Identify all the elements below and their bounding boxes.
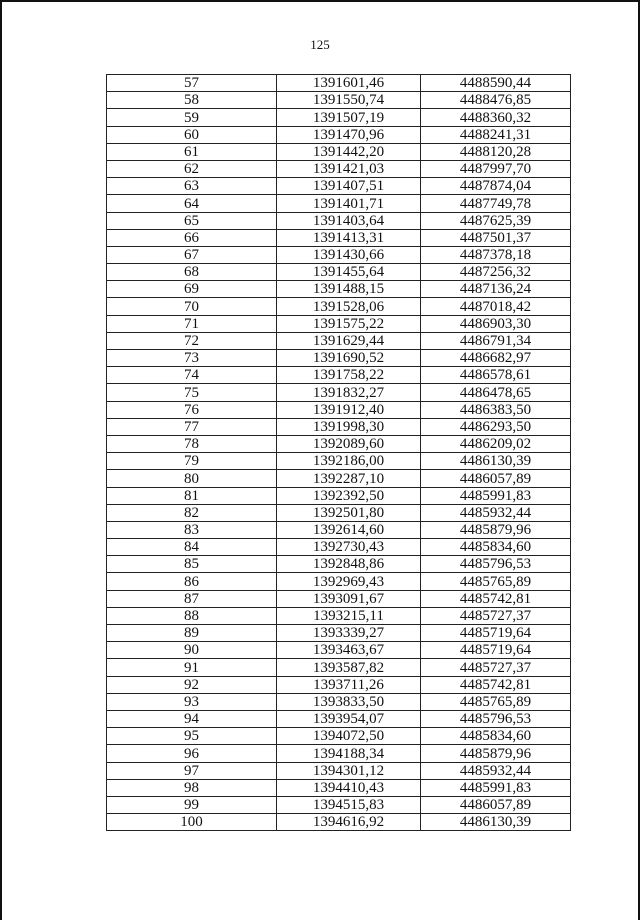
y-coordinate-cell: 4488590,44 <box>421 75 571 92</box>
x-coordinate-cell: 1392848,86 <box>277 556 421 573</box>
y-coordinate-cell: 4485879,96 <box>421 745 571 762</box>
x-coordinate-cell: 1391407,51 <box>277 178 421 195</box>
y-coordinate-cell: 4485796,53 <box>421 556 571 573</box>
y-coordinate-cell: 4485879,96 <box>421 521 571 538</box>
y-coordinate-cell: 4485834,60 <box>421 728 571 745</box>
table-row <box>107 195 571 212</box>
y-coordinate-cell: 4485932,44 <box>421 762 571 779</box>
point-number-cell: 81 <box>107 487 277 504</box>
y-coordinate-cell: 4485742,81 <box>421 590 571 607</box>
x-coordinate-cell: 1392730,43 <box>277 539 421 556</box>
coordinates-table-body <box>107 75 571 831</box>
point-number-cell: 94 <box>107 710 277 727</box>
point-number-cell: 96 <box>107 745 277 762</box>
y-coordinate-cell: 4487378,18 <box>421 246 571 263</box>
x-coordinate-cell: 1391601,46 <box>277 75 421 92</box>
table-row <box>107 504 571 521</box>
x-coordinate-cell: 1391550,74 <box>277 92 421 109</box>
table-row <box>107 143 571 160</box>
table-row <box>107 367 571 384</box>
point-number-cell: 83 <box>107 521 277 538</box>
x-coordinate-cell: 1391507,19 <box>277 109 421 126</box>
table-row <box>107 212 571 229</box>
point-number-cell: 97 <box>107 762 277 779</box>
y-coordinate-cell: 4485742,81 <box>421 676 571 693</box>
table-row <box>107 229 571 246</box>
x-coordinate-cell: 1393954,07 <box>277 710 421 727</box>
x-coordinate-cell: 1391401,71 <box>277 195 421 212</box>
x-coordinate-cell: 1391912,40 <box>277 401 421 418</box>
y-coordinate-cell: 4488476,85 <box>421 92 571 109</box>
y-coordinate-cell: 4485765,89 <box>421 573 571 590</box>
point-number-cell: 65 <box>107 212 277 229</box>
table-row <box>107 281 571 298</box>
table-row <box>107 384 571 401</box>
x-coordinate-cell: 1391430,66 <box>277 246 421 263</box>
point-number-cell: 89 <box>107 625 277 642</box>
point-number-cell: 64 <box>107 195 277 212</box>
page-number: 125 <box>310 37 330 52</box>
x-coordinate-cell: 1392614,60 <box>277 521 421 538</box>
x-coordinate-cell: 1391998,30 <box>277 418 421 435</box>
y-coordinate-cell: 4485991,83 <box>421 779 571 796</box>
y-coordinate-cell: 4485834,60 <box>421 539 571 556</box>
table-row <box>107 659 571 676</box>
table-row <box>107 693 571 710</box>
y-coordinate-cell: 4485719,64 <box>421 642 571 659</box>
x-coordinate-cell: 1392501,80 <box>277 504 421 521</box>
y-coordinate-cell: 4487018,42 <box>421 298 571 315</box>
x-coordinate-cell: 1391403,64 <box>277 212 421 229</box>
x-coordinate-cell: 1393833,50 <box>277 693 421 710</box>
point-number-cell: 71 <box>107 315 277 332</box>
page-border-top <box>0 0 640 2</box>
x-coordinate-cell: 1391690,52 <box>277 350 421 367</box>
table-row <box>107 487 571 504</box>
y-coordinate-cell: 4485727,37 <box>421 607 571 624</box>
y-coordinate-cell: 4485796,53 <box>421 710 571 727</box>
table-row <box>107 315 571 332</box>
point-number-cell: 79 <box>107 453 277 470</box>
point-number-cell: 99 <box>107 796 277 813</box>
x-coordinate-cell: 1392392,50 <box>277 487 421 504</box>
point-number-cell: 87 <box>107 590 277 607</box>
point-number-cell: 76 <box>107 401 277 418</box>
x-coordinate-cell: 1391629,44 <box>277 332 421 349</box>
point-number-cell: 82 <box>107 504 277 521</box>
x-coordinate-cell: 1392969,43 <box>277 573 421 590</box>
y-coordinate-cell: 4486130,39 <box>421 453 571 470</box>
table-row <box>107 418 571 435</box>
point-number-cell: 85 <box>107 556 277 573</box>
x-coordinate-cell: 1392186,00 <box>277 453 421 470</box>
x-coordinate-cell: 1394188,34 <box>277 745 421 762</box>
table-row <box>107 779 571 796</box>
x-coordinate-cell: 1394410,43 <box>277 779 421 796</box>
x-coordinate-cell: 1394301,12 <box>277 762 421 779</box>
x-coordinate-cell: 1391575,22 <box>277 315 421 332</box>
point-number-cell: 58 <box>107 92 277 109</box>
table-row <box>107 573 571 590</box>
table-row <box>107 762 571 779</box>
y-coordinate-cell: 4486209,02 <box>421 435 571 452</box>
table-row <box>107 521 571 538</box>
y-coordinate-cell: 4487256,32 <box>421 264 571 281</box>
x-coordinate-cell: 1391832,27 <box>277 384 421 401</box>
point-number-cell: 74 <box>107 367 277 384</box>
table-row <box>107 126 571 143</box>
point-number-cell: 91 <box>107 659 277 676</box>
point-number-cell: 84 <box>107 539 277 556</box>
x-coordinate-cell: 1393091,67 <box>277 590 421 607</box>
point-number-cell: 92 <box>107 676 277 693</box>
x-coordinate-cell: 1393215,11 <box>277 607 421 624</box>
x-coordinate-cell: 1391413,31 <box>277 229 421 246</box>
point-number-cell: 80 <box>107 470 277 487</box>
x-coordinate-cell: 1394515,83 <box>277 796 421 813</box>
point-number-cell: 78 <box>107 435 277 452</box>
table-row <box>107 453 571 470</box>
x-coordinate-cell: 1391421,03 <box>277 160 421 177</box>
table-row <box>107 814 571 831</box>
x-coordinate-cell: 1391455,64 <box>277 264 421 281</box>
y-coordinate-cell: 4486057,89 <box>421 796 571 813</box>
table-row <box>107 435 571 452</box>
y-coordinate-cell: 4486293,50 <box>421 418 571 435</box>
x-coordinate-cell: 1391488,15 <box>277 281 421 298</box>
table-row <box>107 92 571 109</box>
table-row <box>107 160 571 177</box>
y-coordinate-cell: 4486791,34 <box>421 332 571 349</box>
point-number-cell: 73 <box>107 350 277 367</box>
point-number-cell: 63 <box>107 178 277 195</box>
point-number-cell: 66 <box>107 229 277 246</box>
y-coordinate-cell: 4487997,70 <box>421 160 571 177</box>
table-row <box>107 642 571 659</box>
y-coordinate-cell: 4486130,39 <box>421 814 571 831</box>
y-coordinate-cell: 4487501,37 <box>421 229 571 246</box>
x-coordinate-cell: 1393339,27 <box>277 625 421 642</box>
point-number-cell: 60 <box>107 126 277 143</box>
point-number-cell: 100 <box>107 814 277 831</box>
table-row <box>107 607 571 624</box>
x-coordinate-cell: 1393587,82 <box>277 659 421 676</box>
y-coordinate-cell: 4486478,65 <box>421 384 571 401</box>
x-coordinate-cell: 1394072,50 <box>277 728 421 745</box>
y-coordinate-cell: 4487749,78 <box>421 195 571 212</box>
point-number-cell: 93 <box>107 693 277 710</box>
point-number-cell: 86 <box>107 573 277 590</box>
table-row <box>107 796 571 813</box>
point-number-cell: 98 <box>107 779 277 796</box>
x-coordinate-cell: 1394616,92 <box>277 814 421 831</box>
point-number-cell: 62 <box>107 160 277 177</box>
y-coordinate-cell: 4487625,39 <box>421 212 571 229</box>
y-coordinate-cell: 4486682,97 <box>421 350 571 367</box>
y-coordinate-cell: 4488360,32 <box>421 109 571 126</box>
x-coordinate-cell: 1393711,26 <box>277 676 421 693</box>
point-number-cell: 59 <box>107 109 277 126</box>
table-row <box>107 590 571 607</box>
y-coordinate-cell: 4485991,83 <box>421 487 571 504</box>
x-coordinate-cell: 1391528,06 <box>277 298 421 315</box>
x-coordinate-cell: 1391442,20 <box>277 143 421 160</box>
table-row <box>107 625 571 642</box>
table-row <box>107 745 571 762</box>
y-coordinate-cell: 4486057,89 <box>421 470 571 487</box>
coordinates-table <box>106 74 571 831</box>
point-number-cell: 68 <box>107 264 277 281</box>
table-row <box>107 109 571 126</box>
y-coordinate-cell: 4487136,24 <box>421 281 571 298</box>
x-coordinate-cell: 1393463,67 <box>277 642 421 659</box>
point-number-cell: 75 <box>107 384 277 401</box>
table-row <box>107 401 571 418</box>
table-row <box>107 264 571 281</box>
table-row <box>107 556 571 573</box>
table-row <box>107 470 571 487</box>
point-number-cell: 77 <box>107 418 277 435</box>
table-row <box>107 539 571 556</box>
x-coordinate-cell: 1391758,22 <box>277 367 421 384</box>
point-number-cell: 69 <box>107 281 277 298</box>
point-number-cell: 57 <box>107 75 277 92</box>
y-coordinate-cell: 4487874,04 <box>421 178 571 195</box>
table-row <box>107 350 571 367</box>
table-row <box>107 246 571 263</box>
point-number-cell: 88 <box>107 607 277 624</box>
y-coordinate-cell: 4485932,44 <box>421 504 571 521</box>
y-coordinate-cell: 4485727,37 <box>421 659 571 676</box>
point-number-cell: 95 <box>107 728 277 745</box>
y-coordinate-cell: 4486578,61 <box>421 367 571 384</box>
x-coordinate-cell: 1391470,96 <box>277 126 421 143</box>
page-border-left <box>0 0 2 920</box>
y-coordinate-cell: 4486903,30 <box>421 315 571 332</box>
table-row <box>107 332 571 349</box>
point-number-cell: 70 <box>107 298 277 315</box>
point-number-cell: 67 <box>107 246 277 263</box>
table-row <box>107 75 571 92</box>
point-number-cell: 72 <box>107 332 277 349</box>
table-row <box>107 298 571 315</box>
table-row <box>107 178 571 195</box>
table-row <box>107 728 571 745</box>
y-coordinate-cell: 4486383,50 <box>421 401 571 418</box>
y-coordinate-cell: 4488120,28 <box>421 143 571 160</box>
x-coordinate-cell: 1392287,10 <box>277 470 421 487</box>
table-row <box>107 710 571 727</box>
y-coordinate-cell: 4485719,64 <box>421 625 571 642</box>
point-number-cell: 61 <box>107 143 277 160</box>
point-number-cell: 90 <box>107 642 277 659</box>
table-row <box>107 676 571 693</box>
y-coordinate-cell: 4488241,31 <box>421 126 571 143</box>
x-coordinate-cell: 1392089,60 <box>277 435 421 452</box>
y-coordinate-cell: 4485765,89 <box>421 693 571 710</box>
